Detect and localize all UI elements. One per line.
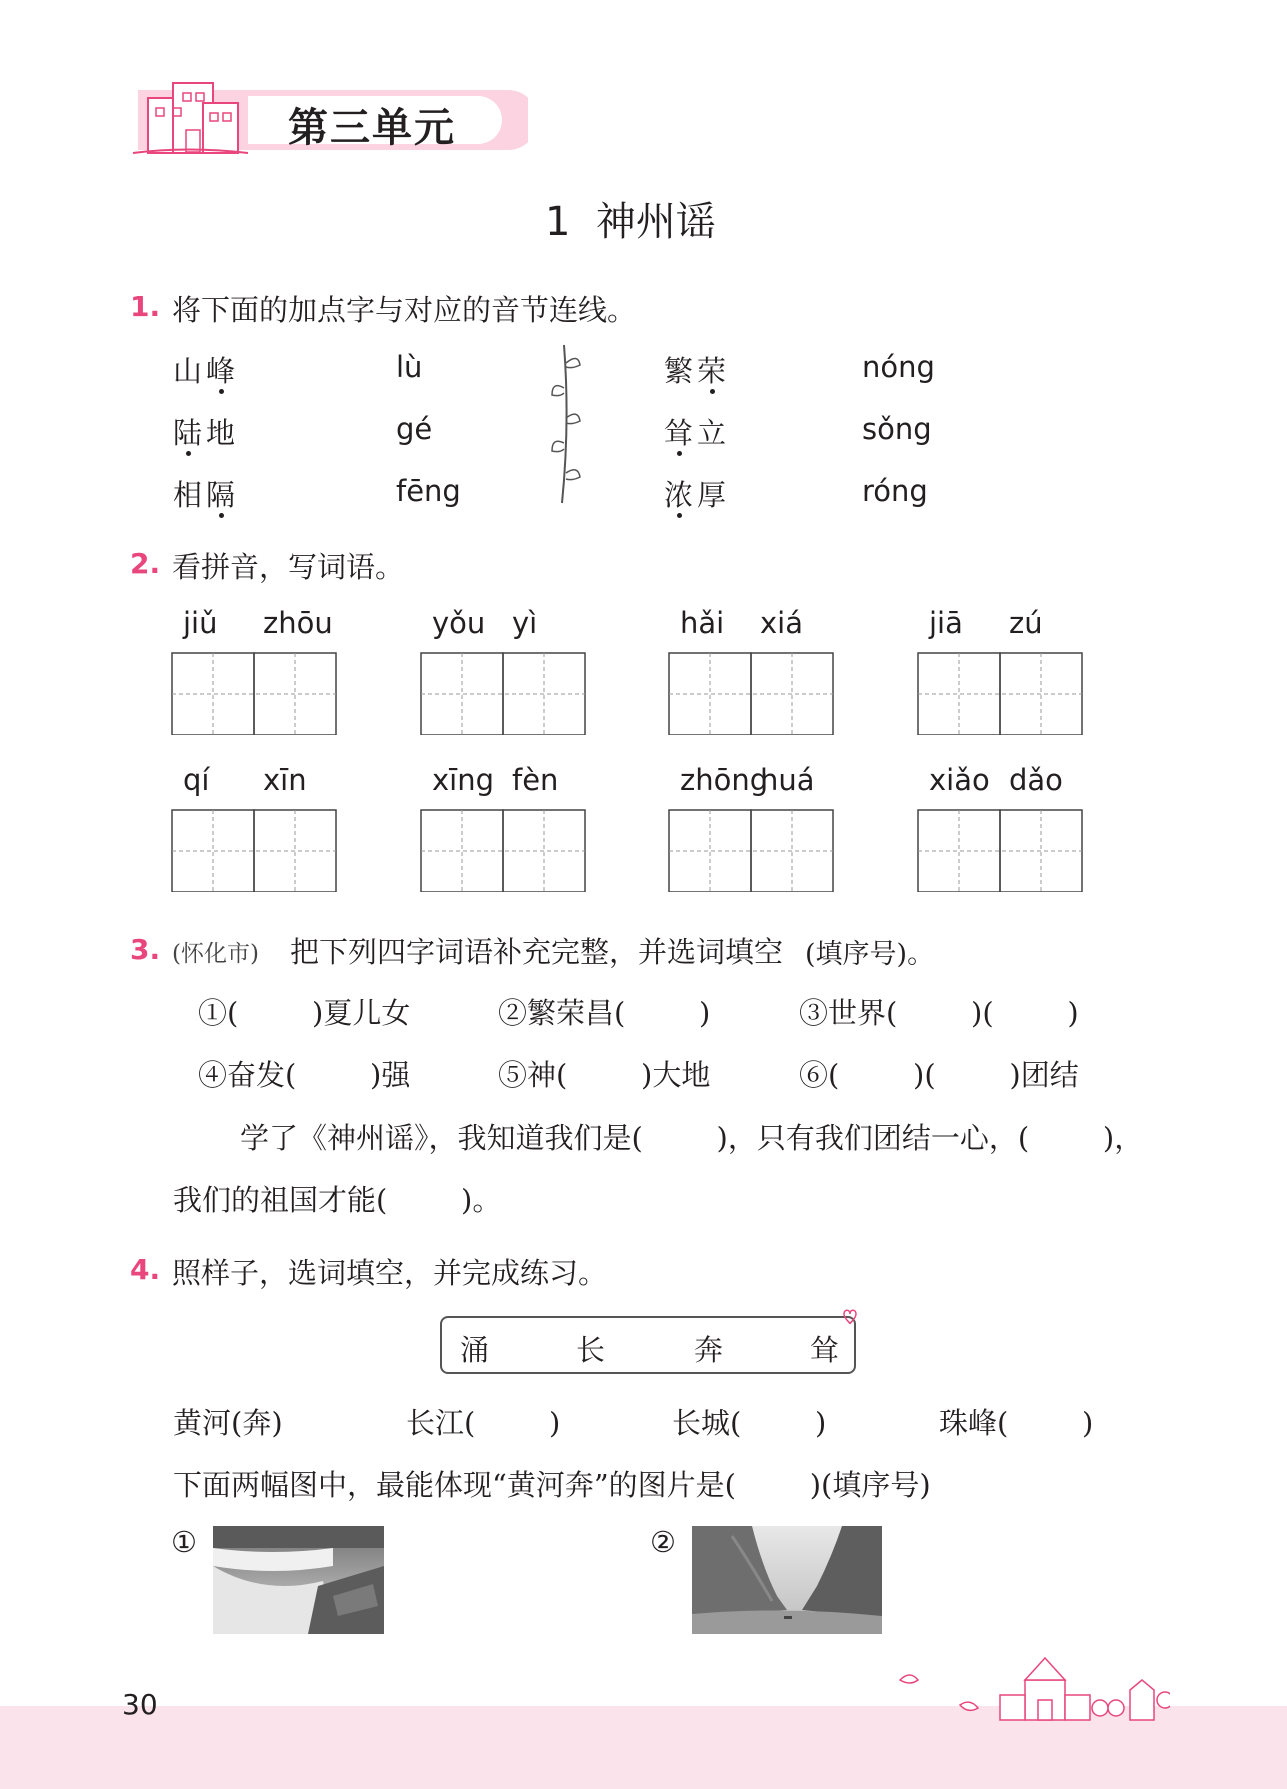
q4-fill[interactable]: 黄河(奔) [173,1406,283,1440]
pinyin-syllable: dǎo [1009,763,1063,797]
q3-item[interactable]: ③世界( )( ) [799,996,1079,1030]
pinyin-syllable: fèn [512,763,559,797]
grid-cell[interactable] [421,810,503,892]
writing-grid[interactable] [420,809,586,892]
q3-item[interactable]: ⑤神( )大地 [498,1058,711,1092]
q4-fill[interactable]: 长江( ) [406,1406,561,1440]
emphasis-dot [677,513,682,518]
pinyin-syllable: zhōng [680,763,769,797]
pinyin-syllable: zú [1009,606,1043,640]
pinyin-syllable: xiá [760,606,803,640]
word-box-item: 长 [576,1333,606,1367]
grid-cell[interactable] [669,810,751,892]
grid-cell[interactable] [172,810,254,892]
pinyin-syllable: huá [760,763,815,797]
pinyin-syllable: yǒu [432,606,486,640]
writing-grid[interactable] [917,652,1083,735]
q2-text: 看拼音，写词语。 [172,550,405,584]
image-label: ② [650,1525,676,1559]
writing-grid[interactable] [171,652,337,735]
writing-grid[interactable] [917,809,1083,892]
q1-left-pinyin: gé [396,412,433,446]
pinyin-syllable: qí [183,763,210,797]
q4-fill[interactable]: 长城( ) [672,1406,827,1440]
q1-right-word: 耸立 [664,416,731,450]
unit-title: 第三单元 [288,105,456,151]
writing-grid[interactable] [171,809,337,892]
vine-divider [548,343,588,508]
word-box-item: 奔 [694,1333,724,1367]
q3-paragraph[interactable]: 我们的祖国才能( )。 [173,1183,502,1217]
q1-right-pinyin: nóng [862,350,935,384]
q3-item[interactable]: ⑥( )( )团结 [799,1058,1079,1092]
q2-number: 2. [130,547,161,580]
gorge-river-image[interactable] [692,1526,882,1634]
q3-hint: (填序号)。 [805,939,935,970]
lesson-title: 1 神州谣 [545,199,716,245]
q1-text: 将下面的加点字与对应的音节连线。 [172,293,637,327]
writing-grid[interactable] [668,652,834,735]
pinyin-syllable: yì [512,606,538,640]
emphasis-dot [186,451,191,456]
castle-icon [880,1650,1170,1725]
q3-source: (怀化市) [172,941,259,967]
writing-grid[interactable] [420,652,586,735]
q1-left-word: 相隔 [173,478,240,512]
q1-left-pinyin: lù [396,350,423,384]
q4-text: 照样子，选词填空，并完成练习。 [172,1256,608,1290]
waterfall-image[interactable] [213,1526,384,1634]
pinyin-syllable: hǎi [680,606,725,640]
page-number: 30 [122,1688,158,1721]
q1-left-word: 山峰 [173,354,240,388]
unit-banner [128,68,528,168]
q1-right-word: 浓厚 [664,478,731,512]
writing-grid[interactable] [668,809,834,892]
q4-question[interactable]: 下面两幅图中，最能体现“黄河奔”的图片是( )(填序号) [173,1468,931,1502]
emphasis-dot [219,389,224,394]
q3-item[interactable]: ②繁荣昌( ) [498,996,711,1030]
q3-number: 3. [130,933,161,966]
heart-icon [838,1306,862,1328]
q1-left-word: 陆地 [173,416,240,450]
q4-fill[interactable]: 珠峰( ) [939,1406,1094,1440]
q3-paragraph[interactable]: 学了《神州谣》，我知道我们是( )，只有我们团结一心，( )， [240,1121,1144,1155]
pinyin-syllable: xiǎo [929,763,990,797]
pinyin-syllable: zhōu [263,606,333,640]
grid-cell[interactable] [918,653,1000,735]
word-box [440,1316,856,1374]
emphasis-dot [219,513,224,518]
pinyin-syllable: xīng [432,763,495,797]
q1-right-word: 繁荣 [664,354,731,388]
q1-number: 1. [130,290,161,323]
word-box-item: 耸 [810,1333,840,1367]
word-box-item: 涌 [460,1333,490,1367]
grid-cell[interactable] [172,653,254,735]
q1-left-pinyin: fēng [396,474,461,508]
grid-cell[interactable] [421,653,503,735]
q4-number: 4. [130,1253,161,1286]
pinyin-syllable: jiā [929,606,963,640]
pinyin-syllable: jiǔ [183,606,218,640]
pinyin-syllable: xīn [263,763,307,797]
q1-right-pinyin: sǒng [862,412,932,446]
grid-cell[interactable] [918,810,1000,892]
image-label: ① [171,1525,197,1559]
emphasis-dot [710,389,715,394]
emphasis-dot [677,451,682,456]
q1-right-pinyin: róng [862,474,928,508]
q3-text: 把下列四字词语补充完整，并选词填空 [290,935,784,969]
q3-item[interactable]: ①( )夏儿女 [198,996,411,1030]
grid-cell[interactable] [669,653,751,735]
q3-item[interactable]: ④奋发( )强 [198,1058,411,1092]
